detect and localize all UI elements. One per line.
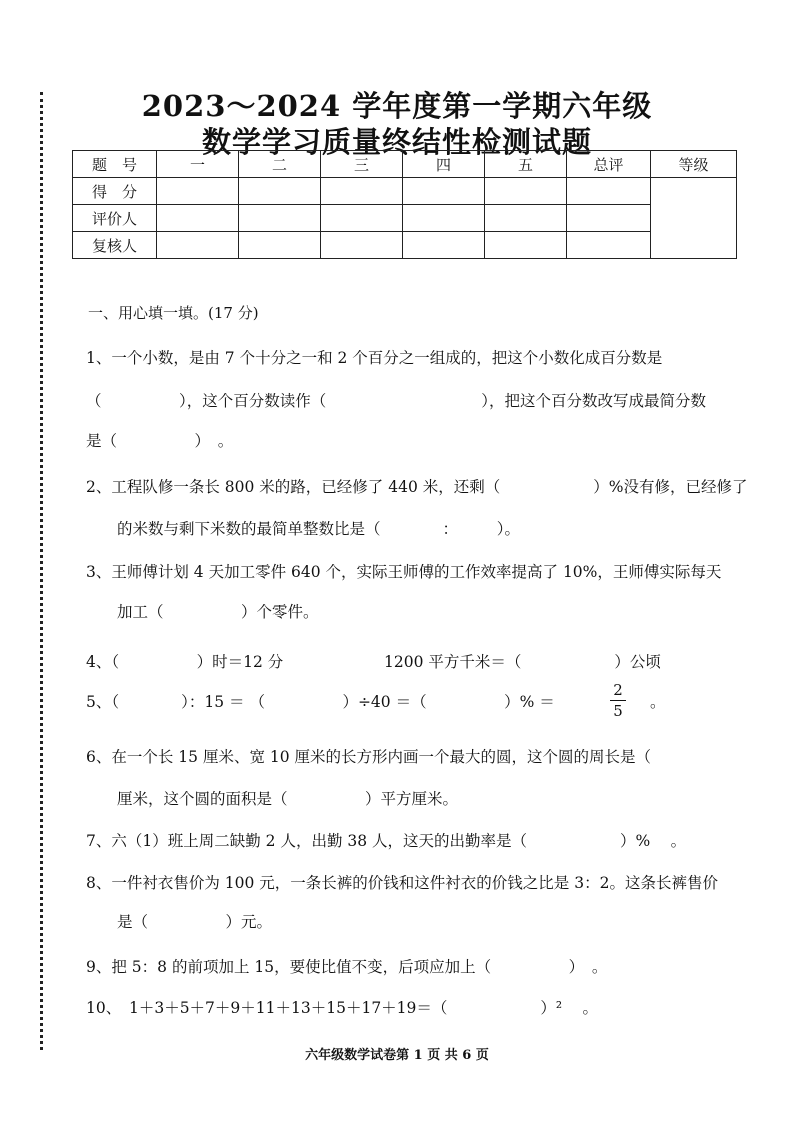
fraction-bar — [610, 700, 626, 701]
score-cell[interactable] — [567, 178, 651, 205]
score-table-header-row — [73, 151, 737, 178]
question-4-part-a: 4、（ ）时＝12 分 — [86, 653, 284, 671]
question-8-line-2: 是（ ）元。 — [117, 913, 273, 931]
question-1-line-3: 是（ ） 。 — [86, 432, 234, 450]
score-cell[interactable] — [567, 232, 651, 259]
score-table-row — [73, 178, 737, 205]
score-header-cell: 五 — [485, 151, 567, 178]
score-cell[interactable] — [321, 205, 403, 232]
score-cell[interactable] — [239, 178, 321, 205]
score-header-cell: 四 — [403, 151, 485, 178]
binding-dotted-line — [40, 92, 43, 1050]
score-table-row — [73, 205, 737, 232]
question-3-line-1: 3、王师傅计划 4 天加工零件 640 个，实际王师傅的工作效率提高了 10%，王师傅实际每天 — [86, 563, 722, 581]
question-6-line-1: 6、在一个长 15 厘米、宽 10 厘米的长方形内画一个最大的圆，这个圆的周长是（ — [86, 748, 652, 766]
question-10-line: 10、 1＋3＋5＋7＋9＋11＋13＋15＋17＋19＝（ ）² 。 — [86, 999, 599, 1017]
score-cell[interactable] — [321, 232, 403, 259]
section-heading-1: 一、用心填一填。(17 分) — [88, 304, 259, 322]
score-cell[interactable] — [239, 232, 321, 259]
question-2-line-2: 的米数与剩下米数的最简单整数比是（ ： ）。 — [117, 520, 521, 538]
score-cell[interactable] — [321, 178, 403, 205]
score-cell[interactable] — [157, 232, 239, 259]
question-9-line: 9、把 5：8 的前项加上 15，要使比值不变，后项应加上（ ） 。 — [86, 958, 608, 976]
question-2-line-1: 2、工程队修一条长 800 米的路，已经修了 440 米，还剩（ ）%没有修，已经修了 — [86, 478, 748, 496]
score-table — [72, 150, 737, 259]
question-1-line-1: 1、一个小数，是由 7 个十分之一和 2 个百分之一组成的，把这个小数化成百分数是 — [86, 349, 663, 367]
title-line-2: 数学学习质量终结性检测试题 — [201, 125, 592, 159]
question-3-line-2: 加工（ ）个零件。 — [117, 603, 319, 621]
score-header-cell: 题 号 — [73, 151, 157, 178]
score-cell[interactable] — [239, 205, 321, 232]
score-header-cell: 二 — [239, 151, 321, 178]
fraction-two-fifths — [610, 681, 626, 720]
fraction-numerator: 2 — [613, 681, 623, 699]
score-row-label: 复核人 — [73, 232, 157, 259]
grade-cell[interactable] — [651, 178, 737, 259]
question-5-end: 。 — [650, 693, 666, 711]
score-cell[interactable] — [485, 205, 567, 232]
question-5-line: 5、（ ）：15 ＝ （ ）÷40 ＝（ ）% ＝ — [86, 693, 555, 711]
score-header-cell: 三 — [321, 151, 403, 178]
page-footer: 六年级数学试卷第 1 页 共 6 页 — [305, 1048, 489, 1063]
score-cell[interactable] — [157, 205, 239, 232]
score-header-cell: 等级 — [651, 151, 737, 178]
score-cell[interactable] — [157, 178, 239, 205]
score-cell[interactable] — [567, 205, 651, 232]
score-cell[interactable] — [403, 205, 485, 232]
score-row-label: 评价人 — [73, 205, 157, 232]
score-table-row — [73, 232, 737, 259]
score-cell[interactable] — [485, 178, 567, 205]
question-1-line-2: （ ），这个百分数读作（ ），把这个百分数改写成最简分数 — [86, 392, 707, 410]
score-row-label: 得 分 — [73, 178, 157, 205]
score-header-cell: 总评 — [567, 151, 651, 178]
question-8-line-1: 8、一件衬衣售价为 100 元，一条长裤的价钱和这件衬衣的价钱之比是 3：2。这条长裤售价 — [86, 874, 718, 892]
score-cell[interactable] — [403, 232, 485, 259]
question-4-part-b: 1200 平方千米＝（ ）公顷 — [384, 653, 661, 671]
score-cell[interactable] — [485, 232, 567, 259]
title-line-1: 2023～2024 学年度第一学期六年级 — [141, 89, 653, 123]
score-cell[interactable] — [403, 178, 485, 205]
score-header-cell: 一 — [157, 151, 239, 178]
question-7-line: 7、六（1）班上周二缺勤 2 人，出勤 38 人，这天的出勤率是（ ）% 。 — [86, 832, 687, 850]
question-6-line-2: 厘米，这个圆的面积是（ ）平方厘米。 — [117, 790, 459, 808]
fraction-denominator: 5 — [613, 702, 623, 720]
